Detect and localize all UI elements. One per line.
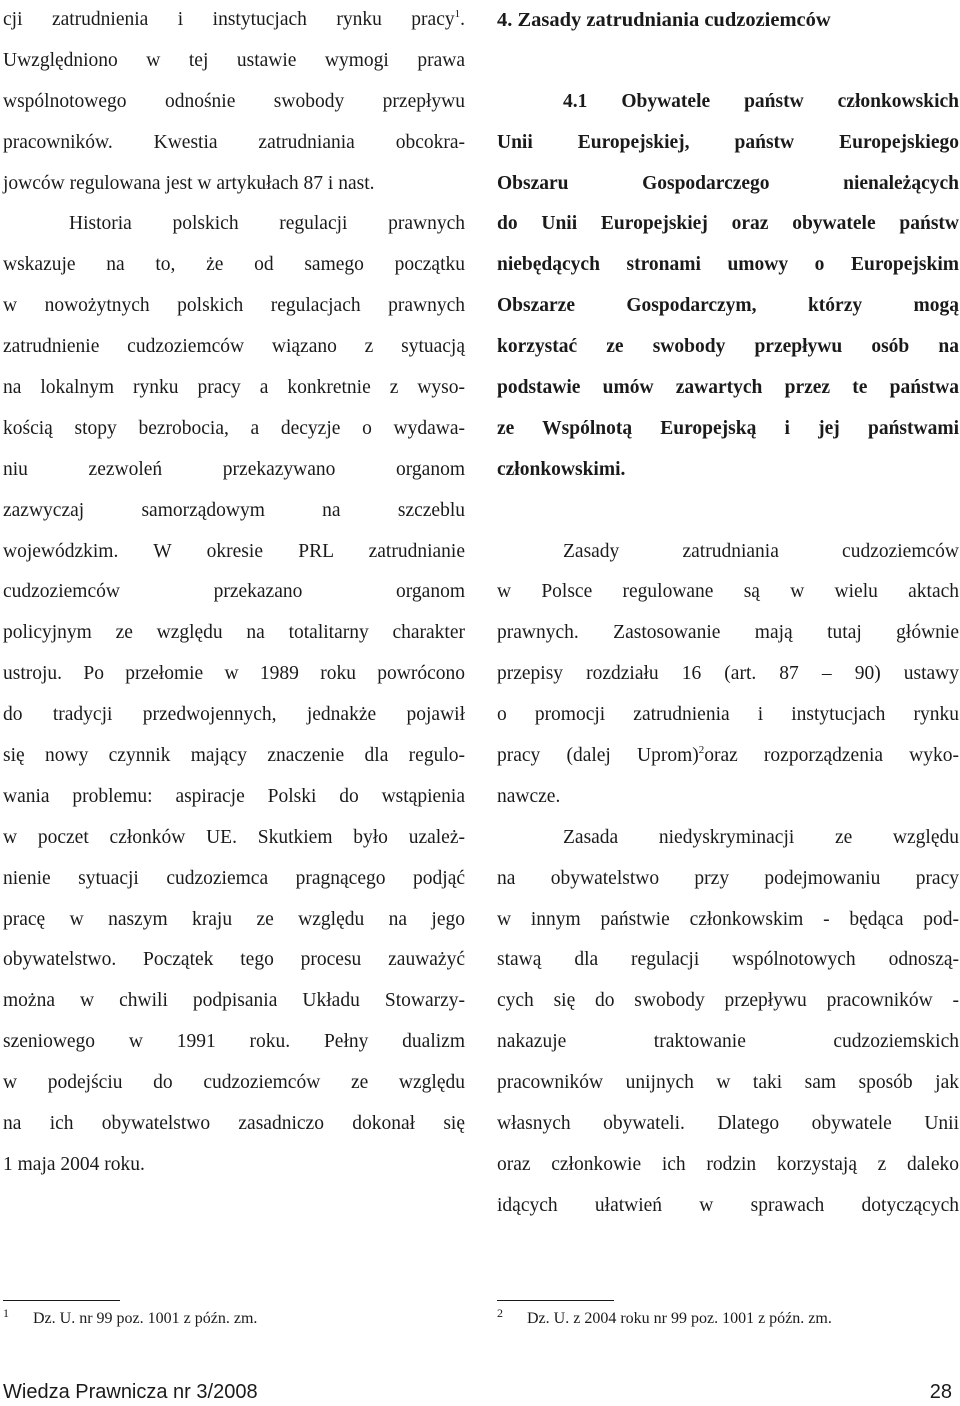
text-line: pracy (dalej Uprom)$^2$oraz rozporządzenia wyko-: [497, 744, 959, 767]
footnote-rule: [3, 1300, 120, 1301]
text-line: o promocji zatrudnienia i instytucjach rynku: [497, 704, 959, 726]
text-line: kością stopy bezrobocia, a decyzje o wydawa-: [3, 417, 465, 439]
text-line: wojewódzkim. W okresie PRL zatrudnianie: [3, 540, 465, 562]
text-line: się nowy czynnik mający znaczenie dla regulo-: [3, 745, 465, 767]
footnote-row: [497, 1306, 832, 1329]
text-line: pracowników unijnych w taki sam sposób jak: [497, 1072, 959, 1094]
text-line: pracowników. Kwestia zatrudniania obcokra-: [3, 131, 465, 153]
text-line: można w chwili podpisania Układu Stowarzy-: [3, 990, 465, 1012]
text-line: na lokalnym rynku pracy a konkretnie z wyso-: [3, 377, 465, 399]
footnote-ref[interactable]: 1: [454, 8, 461, 20]
footnote-text: Dz. U. nr 99 poz. 1001 z późn. zm.: [33, 1310, 258, 1327]
spacer: [497, 491, 959, 532]
text-line: nawcze.: [497, 785, 561, 807]
text-line: nakazuje traktowanie cudzoziemskich: [497, 1031, 959, 1053]
text-line: do tradycji przedwojennych, jednakże pojawił: [3, 704, 465, 726]
footnote-mark: 2: [497, 1306, 503, 1320]
text-line: Uwzględniono w tej ustawie wymogi prawa: [3, 49, 465, 71]
text-line: w innym państwie członkowskim - będąca pod-: [497, 908, 959, 930]
text-line: zazwyczaj samorządowym na szczeblu: [3, 499, 465, 521]
text-line: szeniowego w 1991 roku. Pełny dualizm: [3, 1031, 465, 1053]
text-line: oraz członkowie ich rodzin korzystają z daleko: [497, 1153, 959, 1175]
right-column: [497, 0, 959, 1227]
section-heading: 4. Zasady zatrudniania cudzoziemców: [497, 9, 831, 31]
footnote-text: Dz. U. z 2004 roku nr 99 poz. 1001 z późn. zm.: [527, 1310, 832, 1327]
text-line: stawą dla regulacji wspólnotowych odnoszą-: [497, 949, 959, 971]
bold-text-line: Unii Europejskiej, państw Europejskiego: [497, 131, 959, 153]
text-line: idących ułatwień w sprawach dotyczących: [497, 1194, 959, 1216]
bold-text-line: 4.1 Obywatele państw członkowskich: [563, 90, 959, 112]
text-line: wania problemu: aspiracje Polski do wstąpienia: [3, 785, 465, 807]
bold-text-line: ze Wspólnotą Europejską i jej państwami: [497, 417, 959, 439]
text-line: nienie sytuacji cudzoziemca pragnącego podjąć: [3, 867, 465, 889]
footnote-ref[interactable]: 2: [698, 744, 705, 757]
journal-title: Wiedza Prawnicza nr 3/2008: [3, 1381, 258, 1403]
footnote-right: [497, 1300, 832, 1329]
text-line: na ich obywatelstwo zasadniczo dokonał się: [3, 1113, 465, 1135]
text-line: niu zezwoleń przekazywano organom: [3, 458, 465, 480]
footnote-left: [3, 1300, 257, 1329]
bold-text-line: Obszaru Gospodarczego nienależących: [497, 172, 959, 194]
footnote-rule: [497, 1300, 614, 1301]
bold-text-line: korzystać ze swobody przepływu osób na: [497, 336, 959, 358]
text-line: pracę w naszym kraju ze względu na jego: [3, 908, 465, 930]
text-line: zatrudnienie cudzoziemców wiązano z sytuacją: [3, 336, 465, 358]
footnote-row: [3, 1306, 258, 1329]
text-line: prawnych. Zastosowanie mają tutaj głównie: [497, 622, 959, 644]
page-number: 28: [929, 1381, 952, 1403]
text-line: cudzoziemców przekazano organom: [3, 581, 465, 603]
bold-text-line: Obszarze Gospodarczym, którzy mogą: [497, 295, 959, 317]
text-line: cych się do swobody przepływu pracowników -: [497, 990, 959, 1012]
text-line: w podejściu do cudzoziemców ze względu: [3, 1072, 465, 1094]
footnote-mark: 1: [3, 1306, 9, 1320]
spacer: [497, 41, 959, 82]
text-line: wspólnotowego odnośnie swobody przepływu: [3, 90, 465, 112]
text-line: cji zatrudnienia i instytucjach rynku pracy$^1$.: [3, 8, 465, 30]
text-line: w poczet członków UE. Skutkiem było uzależ-: [3, 826, 465, 848]
page-footer: [3, 1381, 952, 1405]
bold-text-line: członkowskimi.: [497, 458, 626, 480]
text-line: wskazuje na to, że od samego początku: [3, 254, 465, 276]
bold-text-line: podstawie umów zawartych przez te państwa: [497, 377, 959, 399]
bold-text-line: do Unii Europejskiej oraz obywatele państw: [497, 213, 959, 235]
text-line: jowców regulowana jest w artykułach 87 i nast.: [3, 172, 375, 194]
text-line: przepisy rozdziału 16 (art. 87 – 90) ustawy: [497, 663, 959, 685]
text-line: w Polsce regulowane są w wielu aktach: [497, 581, 959, 603]
text-line: Zasada niedyskryminacji ze względu: [563, 826, 959, 848]
text-line: własnych obywateli. Dlatego obywatele Unii: [497, 1113, 959, 1135]
bold-text-line: niebędących stronami umowy o Europejskim: [497, 254, 959, 276]
left-column: [3, 0, 465, 1186]
text-line: policyjnym ze względu na totalitarny charakter: [3, 622, 465, 644]
text-line: obywatelstwo. Początek tego procesu zauważyć: [3, 949, 465, 971]
text-line: Historia polskich regulacji prawnych: [69, 213, 465, 235]
text-line: na obywatelstwo przy podejmowaniu pracy: [497, 867, 959, 889]
text-line: w nowożytnych polskich regulacjach prawnych: [3, 295, 465, 317]
text-line: ustroju. Po przełomie w 1989 roku powrócono: [3, 663, 465, 685]
text-line: 1 maja 2004 roku.: [3, 1153, 145, 1175]
text-line: Zasady zatrudniania cudzoziemców: [563, 540, 959, 562]
